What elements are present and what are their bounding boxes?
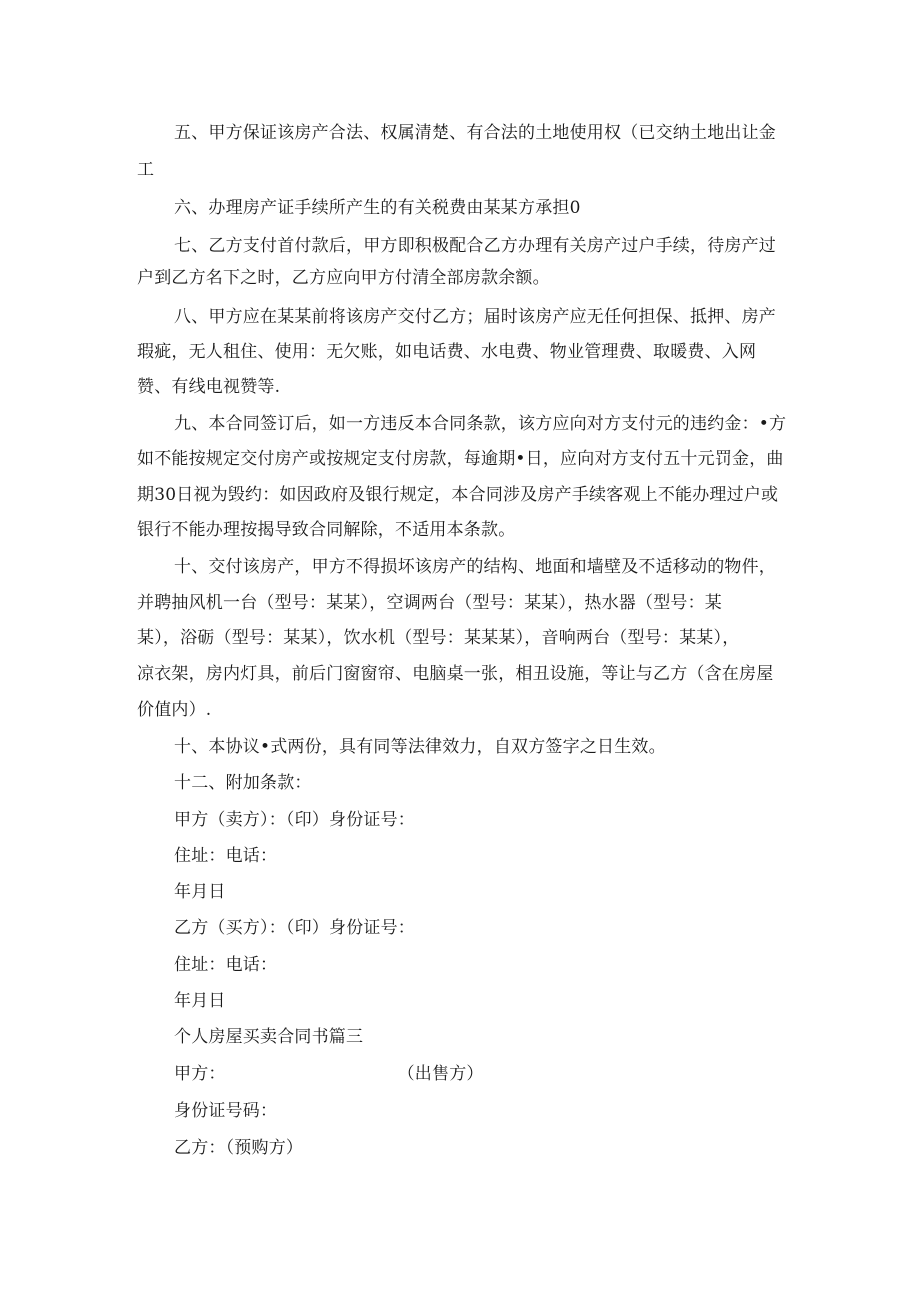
buyer-date-line: 年月日 [174, 991, 226, 1011]
buyer-address-line: 住址：电话： [174, 955, 278, 975]
section-title: 个人房屋买卖合同书篇三 [174, 1027, 364, 1047]
clause-8-line-3: 赞、有线电视赞等. [137, 377, 281, 397]
seller-signature-line: 甲方（卖方）：（印）身份证号： [174, 810, 415, 830]
clause-9-line-4: 银行不能办理按揭导致合同解除，不适用本条款。 [137, 520, 516, 540]
clause-7-line-2: 户到乙方名下之时，乙方应向甲方付清全部房款余额。 [137, 268, 550, 288]
party-a-role: （出售方） [397, 1064, 484, 1084]
party-b-line: 乙方：（预购方） [174, 1138, 304, 1158]
clause-9-line-1: 九、本合同签订后，如一方违反本合同条款，该方应向对方支付元的违约金：•方 [174, 414, 787, 434]
id-number-line: 身份证号码： [174, 1101, 278, 1121]
clause-5-line-2: 工 [137, 160, 155, 180]
clause-9-line-3: 期30日视为毁约：如因政府及银行规定，本合同涉及房产手续客观上不能办理过户或 [137, 485, 779, 505]
seller-address-line: 住址：电话： [174, 846, 278, 866]
clause-11: 十、本协议•式两份，具有同等法律效力，自双方签字之日生效。 [174, 737, 666, 757]
party-a-line [174, 1064, 484, 1084]
clause-10-line-3: 某），浴砺（型号：某某），饮水机（型号：某某某），音响两台（型号：某某）， [137, 628, 740, 648]
clause-9-line-2: 如不能按规定交付房产或按规定支付房款，每逾期•日，应向对方支付五十元罚金，曲 [137, 449, 784, 469]
clause-10-line-5: 价值内）. [137, 700, 212, 720]
clause-8-line-2: 瑕疵，无人租住、使用：无欠账，如电话费、水电费、物业管理费、取暖费、入网 [137, 342, 757, 362]
clause-5-line-1: 五、甲方保证该房产合法、权属清楚、有合法的土地使用权（已交纳土地出让金 [174, 123, 776, 143]
clause-10-line-1: 十、交付该房产，甲方不得损坏该房产的结构、地面和墙壁及不适移动的物件， [174, 557, 776, 577]
clause-10-line-2: 并聘抽风机一台（型号：某某），空调两台（型号：某某），热水器（型号：某 [137, 593, 722, 613]
buyer-signature-line: 乙方（买方）：（印）身份证号： [174, 918, 415, 938]
clause-7-line-1: 七、乙方支付首付款后，甲方即积极配合乙方办理有关房产过户手续，待房产过 [174, 236, 776, 256]
clause-6: 六、办理房产证手续所产生的有关税费由某某方承担0 [174, 198, 581, 218]
party-a-label: 甲方： [174, 1064, 226, 1084]
seller-date-line: 年月日 [174, 882, 226, 902]
clause-12-heading: 十二、附加条款： [174, 773, 312, 793]
clause-8-line-1: 八、甲方应在某某前将该房产交付乙方；届时该房产应无任何担保、抵押、房产 [174, 307, 776, 327]
clause-10-line-4: 凉衣架，房内灯具，前后门窗窗帘、电脑桌一张，相丑设施，等让与乙方（含在房屋 [137, 664, 774, 684]
